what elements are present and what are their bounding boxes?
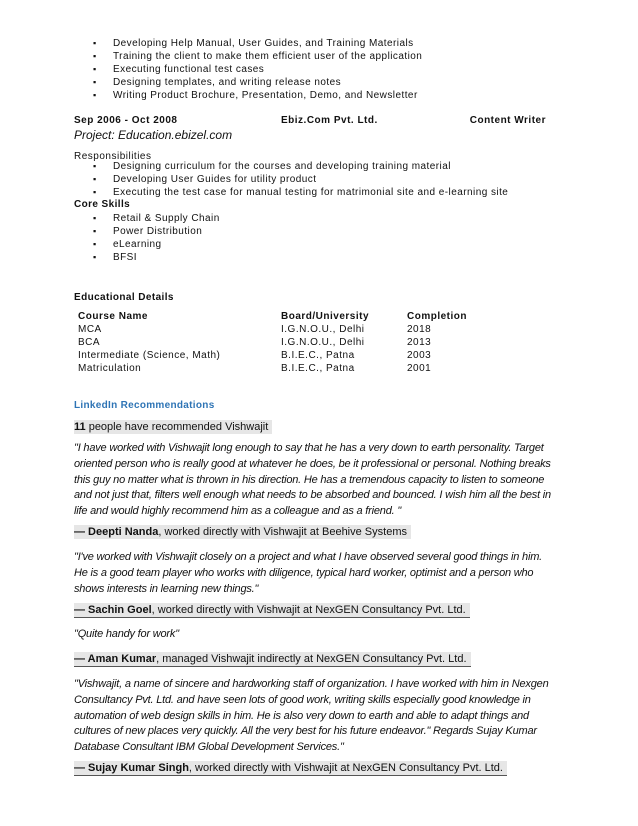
list-item: ▪ Developing Help Manual, User Guides, and Training Materials <box>93 38 414 49</box>
bullet-icon: ▪ <box>93 187 97 197</box>
list-item: ▪ Designing templates, and writing release notes <box>93 77 342 88</box>
bullet-icon: ▪ <box>93 38 97 48</box>
recommender-relation: , worked directly with Vishwajit at NexGEN Consultancy Pvt. Ltd. <box>188 762 503 774</box>
bullet-icon: ▪ <box>93 64 97 74</box>
table-cell: B.I.E.C., Patna <box>281 350 355 361</box>
table-row <box>78 336 497 349</box>
table-header-row <box>78 310 497 323</box>
table-row <box>78 349 497 362</box>
recommender-name: — Aman Kumar <box>74 653 157 665</box>
recommender-relation: , worked directly with Vishwajit at NexGEN Consultancy Pvt. Ltd. <box>151 604 466 616</box>
bullet-icon: ▪ <box>93 51 97 61</box>
list-item: ▪ Developing User Guides for utility product <box>93 174 317 185</box>
linkedin-heading: LinkedIn Recommendations <box>74 400 215 411</box>
table-cell: BCA <box>78 337 101 348</box>
table-cell: 2018 <box>407 324 432 335</box>
recommender-relation: , managed Vishwajit indirectly at NexGEN Consultancy Pvt. Ltd. <box>156 653 467 665</box>
recommendation-author <box>74 603 470 618</box>
table-cell: I.G.N.O.U., Delhi <box>281 324 365 335</box>
list-item: ▪ Designing curriculum for the courses and developing training material <box>93 161 451 172</box>
table-row <box>78 362 497 375</box>
education-table <box>78 310 497 375</box>
recommender-relation: , worked directly with Vishwajit at Beehive Systems <box>158 526 407 538</box>
bullet-icon: ▪ <box>93 174 97 184</box>
bullet-icon: ▪ <box>93 213 97 223</box>
table-cell: MCA <box>78 324 102 335</box>
list-item: ▪ Executing functional test cases <box>93 64 265 75</box>
recommender-name: — Sachin Goel <box>74 604 152 616</box>
recommendation-quote: "I have worked with Vishwajit long enough to say that he has a very down to earth personality. Target oriented person who is really good at whatever he does, be it professional or personal. Nothing breaks this guy no matter what is thrown in his direction. He has a tremendous capacity to listen to someone and not just that, filters well enough what needs to be absorbed and bounced. I wish him all the best in life and would highly recommend him as a colleague and as a friend. " <box>74 442 551 518</box>
table-cell: B.I.E.C., Patna <box>281 363 355 374</box>
table-cell: 2001 <box>407 363 432 374</box>
education-heading: Educational Details <box>74 292 174 303</box>
bullet-icon: ▪ <box>93 161 97 171</box>
recommendation-quote: "Vishwajit, a name of sincere and hardworking staff of organization. I have worked with him in Nexgen Consultancy Pvt. Ltd. and have seen lots of good work, writing skills especially good knowledge in automation of web design skills in him. He is also very down to earth and able to adapt things and cultures of new places very quickly. All the very best for his future endeavor." Regards Sujay Kumar Database Consultant IBM Global Development Services." <box>74 678 549 754</box>
list-item: ▪ Training the client to make them efficient user of the application <box>93 51 423 62</box>
recommendation-author <box>74 525 411 539</box>
responsibilities-label: Responsibilities <box>74 151 152 162</box>
job-company: Ebiz.Com Pvt. Ltd. <box>281 115 378 126</box>
bullet-icon: ▪ <box>93 77 97 87</box>
recommendation-count <box>74 420 272 434</box>
job-responsibilities-list <box>0 160 638 199</box>
list-item: ▪ eLearning <box>93 239 162 250</box>
table-row <box>78 323 497 336</box>
list-item: ▪ Power Distribution <box>93 226 203 237</box>
recommendation-author <box>74 652 471 667</box>
table-cell: 2003 <box>407 350 432 361</box>
job-dates: Sep 2006 - Oct 2008 <box>74 115 178 126</box>
list-item: ▪ BFSI <box>93 252 138 263</box>
list-item: ▪ Retail & Supply Chain <box>93 213 220 224</box>
recommendation-count-text: people have recommended Vishwajit <box>85 421 269 433</box>
bullet-icon: ▪ <box>93 226 97 236</box>
column-header: Board/University <box>281 311 370 322</box>
recommendation-count-number: 11 <box>74 421 86 433</box>
list-item: ▪ Writing Product Brochure, Presentation, Demo, and Newsletter <box>93 90 418 101</box>
core-skills-list <box>0 212 638 264</box>
recommendation-author <box>74 761 507 776</box>
table-cell: I.G.N.O.U., Delhi <box>281 337 365 348</box>
bullet-icon: ▪ <box>93 90 97 100</box>
column-header: Completion <box>407 311 467 322</box>
core-skills-heading: Core Skills <box>74 199 131 210</box>
responsibilities-bullet-list <box>0 37 638 102</box>
bullet-icon: ▪ <box>93 252 97 262</box>
table-cell: Intermediate (Science, Math) <box>78 350 221 361</box>
recommendation-quote: "I've worked with Vishwajit closely on a project and what I have observed several good things in him. He is a good team player who works with diligence, typical hard worker, optimist and a person who shows interests in learning new things." <box>74 551 543 595</box>
list-item: ▪ Executing the test case for manual testing for matrimonial site and e-learning site <box>93 187 509 198</box>
column-header: Course Name <box>78 311 148 322</box>
job-role: Content Writer <box>469 115 546 126</box>
recommender-name: — Sujay Kumar Singh <box>74 762 189 774</box>
recommendation-quote: "Quite handy for work" <box>74 628 179 640</box>
job-project: Project: Education.ebizel.com <box>74 128 233 142</box>
table-cell: 2013 <box>407 337 432 348</box>
table-cell: Matriculation <box>78 363 142 374</box>
recommender-name: — Deepti Nanda <box>74 526 159 538</box>
bullet-icon: ▪ <box>93 239 97 249</box>
